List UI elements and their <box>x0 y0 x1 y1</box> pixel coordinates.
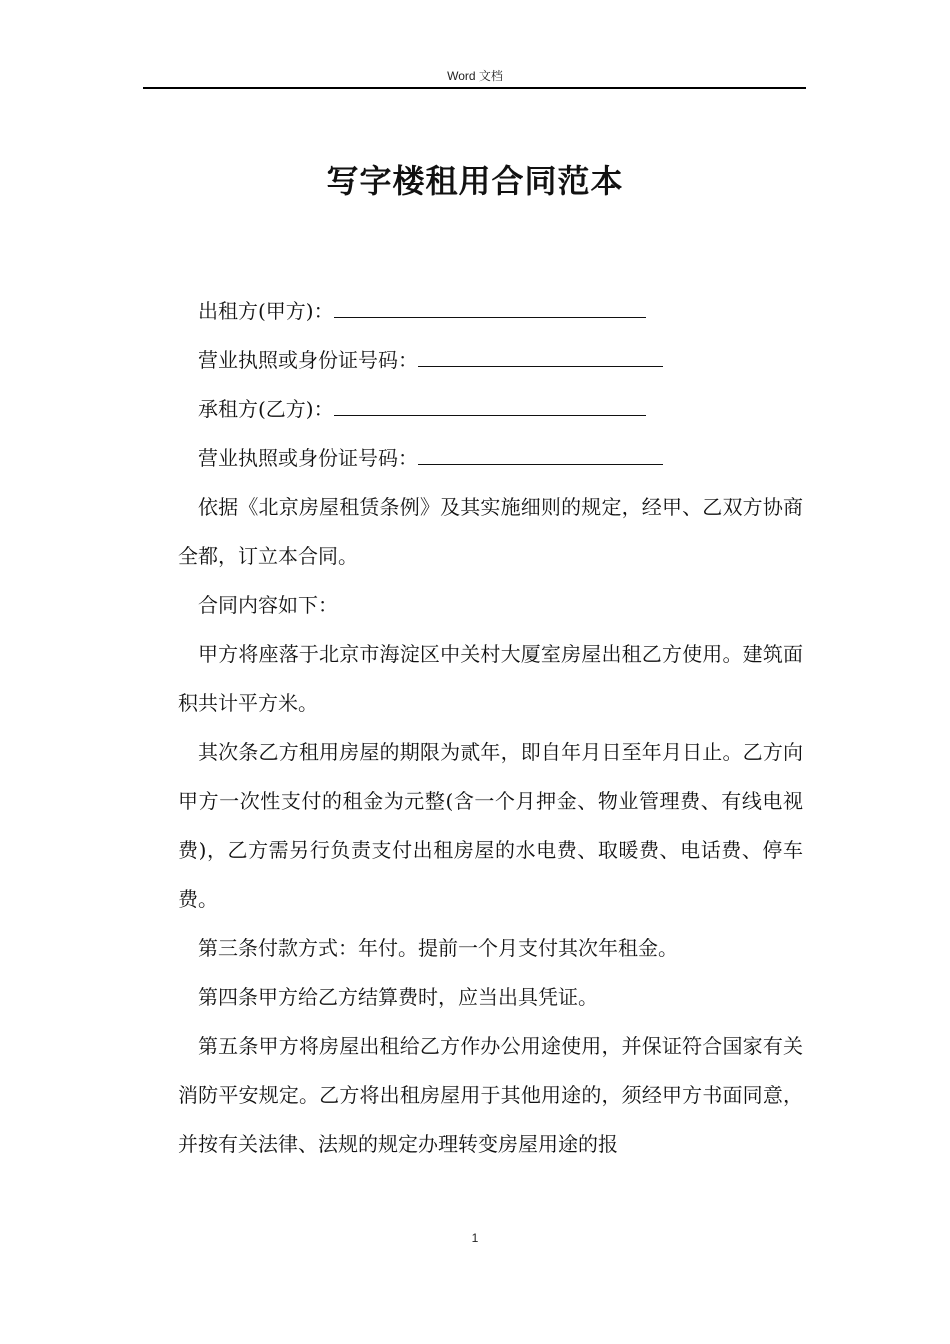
paragraph-article-4: 第四条甲方给乙方结算费时，应当出具凭证。 <box>198 985 598 1009</box>
lessor-field <box>178 287 803 336</box>
document-title: 写字楼租用合同范本 <box>326 162 624 200</box>
lessee-field <box>178 385 803 434</box>
lessor-id-blank-line <box>418 348 663 367</box>
lessor-label: 出租方(甲方)： <box>198 299 334 323</box>
lessor-blank-line <box>334 299 646 318</box>
lessee-id-blank-line <box>418 446 663 465</box>
lessor-id-label: 营业执照或身份证号码： <box>198 348 418 372</box>
lessee-id-label: 营业执照或身份证号码： <box>198 446 418 470</box>
lessee-blank-line <box>334 397 646 416</box>
paragraph-premises: 甲方将座落于北京市海淀区中关村大厦室房屋出租乙方使用。建筑面积共计平方米。 <box>178 642 803 715</box>
lessor-id-field <box>178 336 803 385</box>
page-number: 1 <box>471 1231 479 1245</box>
paragraph-article-5: 第五条甲方将房屋出租给乙方作办公用途使用，并保证符合国家有关消防平安规定。乙方将出租房屋用于其他用途的，须经甲方书面同意，并按有关法律、法规的规定办理转变房屋用途的报 <box>178 1034 803 1156</box>
paragraph-preamble: 依据《北京房屋租赁条例》及其实施细则的规定，经甲、乙双方协商全都，订立本合同。 <box>178 495 803 568</box>
lessee-label: 承租方(乙方)： <box>198 397 334 421</box>
paragraph-article-3: 第三条付款方式：年付。提前一个月支付其次年租金。 <box>198 936 678 960</box>
lessee-id-field <box>178 434 803 483</box>
header-divider <box>143 87 806 89</box>
paragraph-article-2: 其次条乙方租用房屋的期限为贰年，即自年月日至年月日止。乙方向甲方一次性支付的租金为元整(含一个月押金、物业管理费、有线电视费)，乙方需另行负责支付出租房屋的水电费、取暖费、电话费、停车费。 <box>178 740 803 911</box>
paragraph-contents-intro: 合同内容如下： <box>198 593 338 617</box>
document-body <box>178 287 803 1169</box>
page-header-label: Word 文档 <box>447 69 503 83</box>
